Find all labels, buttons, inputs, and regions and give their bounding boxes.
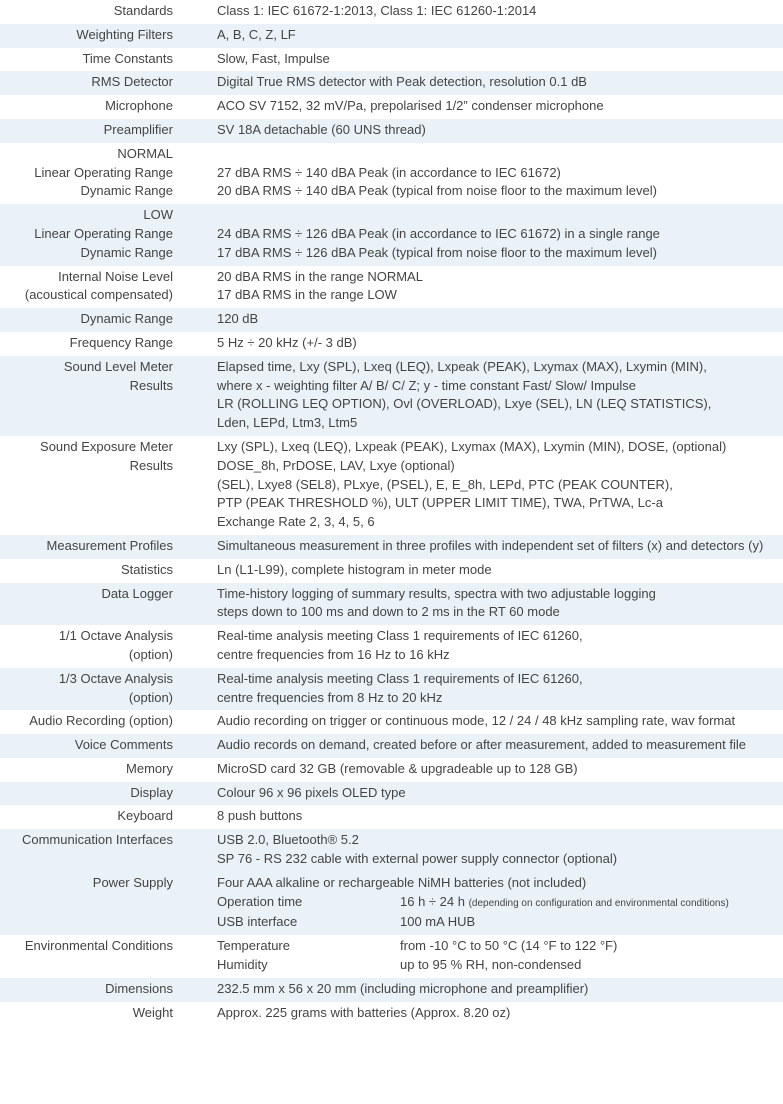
spec-label-line: Voice Comments [74, 737, 173, 753]
spec-value-line: Time-history logging of summary results, spectra with two adjustable logging [217, 585, 656, 601]
spec-label-line: Power Supply [92, 874, 173, 890]
spec-label-line: Measurement Profiles [46, 537, 173, 553]
spec-value [217, 831, 783, 869]
spec-value [217, 712, 783, 731]
spec-value-line: Simultaneous measurement in three profiles with independent set of filters (x) and detectors (y) [217, 537, 764, 553]
spec-row [0, 308, 783, 332]
spec-label-line: Statistics [120, 561, 173, 577]
usb-interface-key: USB interface [217, 914, 298, 930]
spec-label-line: Communication Interfaces [21, 832, 173, 848]
spec-value-line: 20 dBA RMS ÷ 140 dBA Peak (typical from noise floor to the maximum level) [217, 183, 657, 199]
spec-value-line: centre frequencies from 16 Hz to 16 kHz [217, 646, 450, 662]
spec-value [217, 310, 783, 329]
spec-label [0, 784, 173, 803]
spec-value-line: (SEL), Lxye8 (SEL8), PLxye, (PSEL), E, E_8h, LEPd, PTC (PEAK COUNTER), [217, 476, 673, 492]
spec-value [217, 937, 783, 975]
spec-row-environmental [0, 935, 783, 978]
spec-label [0, 874, 173, 932]
spec-label [0, 310, 173, 329]
spec-value-line: Colour 96 x 96 pixels OLED type [217, 784, 406, 800]
operation-time-value [400, 893, 729, 914]
spec-row [0, 535, 783, 559]
spec-row [0, 119, 783, 143]
spec-value [217, 268, 783, 306]
spec-value [217, 561, 783, 580]
spec-label-line: Linear Operating Range [34, 164, 173, 180]
spec-row [0, 668, 783, 711]
spec-value [217, 145, 783, 201]
spec-label-line: Display [130, 784, 173, 800]
spec-label [0, 334, 173, 353]
spec-value-line: 20 dBA RMS in the range NORMAL [217, 268, 423, 284]
spec-label [0, 2, 173, 21]
spec-value [217, 73, 783, 92]
spec-label-line: LOW [143, 207, 173, 223]
spec-value-line: Approx. 225 grams with batteries (Approx. 8.20 oz) [217, 1004, 511, 1020]
spec-value [217, 1004, 783, 1023]
spec-label-line: (acoustical compensated) [24, 287, 173, 303]
spec-value-line: Real-time analysis meeting Class 1 requirements of IEC 61260, [217, 670, 583, 686]
spec-value [217, 585, 783, 623]
spec-value-line: centre frequencies from 8 Hz to 20 kHz [217, 689, 443, 705]
spec-value [217, 438, 783, 532]
spec-value-line: LR (ROLLING LEQ OPTION), Ovl (OVERLOAD), Lxye (SEL), LN (LEQ STATISTICS), [217, 396, 712, 412]
spec-value-line: where x - weighting filter A/ B/ C/ Z; y - time constant Fast/ Slow/ Impulse [217, 377, 637, 393]
spec-row [0, 356, 783, 436]
spec-value [217, 358, 783, 433]
spec-value-line: SP 76 - RS 232 cable with external power supply connector (optional) [217, 851, 618, 867]
spec-label [0, 121, 173, 140]
spec-value-line: Slow, Fast, Impulse [217, 50, 330, 66]
spec-row [0, 71, 783, 95]
spec-value-line: Audio records on demand, created before or after measurement, added to measurement file [217, 737, 746, 753]
spec-label-line: Time Constants [82, 50, 173, 66]
spec-row [0, 583, 783, 626]
spec-label [0, 26, 173, 45]
spec-label-line: Internal Noise Level [58, 268, 173, 284]
spec-label-line: Sound Exposure Meter [40, 438, 173, 454]
spec-row [0, 559, 783, 583]
spec-value-line: Class 1: IEC 61672-1:2013, Class 1: IEC 61260-1:2014 [217, 3, 537, 18]
operation-time-note: (depending on configuration and environmental conditions) [468, 897, 729, 909]
spec-rows-tail [0, 978, 783, 1026]
spec-row [0, 625, 783, 668]
spec-row [0, 95, 783, 119]
spec-value [217, 760, 783, 779]
spec-value [217, 97, 783, 116]
spec-value [217, 980, 783, 999]
spec-label [0, 537, 173, 556]
operation-time-range: 16 h ÷ 24 h [400, 893, 465, 909]
spec-value-line: 5 Hz ÷ 20 kHz (+/- 3 dB) [217, 334, 357, 350]
spec-value-line: Elapsed time, Lxy (SPL), Lxeq (LEQ), Lxpeak (PEAK), Lxymax (MAX), Lxymin (MIN), [217, 358, 707, 374]
spec-value [217, 121, 783, 140]
spec-label [0, 268, 173, 306]
spec-label [0, 831, 173, 869]
spec-value [217, 26, 783, 45]
spec-label-line: Linear Operating Range [34, 225, 173, 241]
spec-label [0, 50, 173, 69]
spec-label-line: Dynamic Range [80, 311, 173, 327]
spec-label-line: Memory [126, 760, 173, 776]
spec-label [0, 97, 173, 116]
spec-row [0, 0, 783, 24]
usb-interface-pair [217, 913, 783, 932]
spec-label-line: 1/1 Octave Analysis [58, 628, 173, 644]
usb-interface-value: 100 mA HUB [400, 914, 476, 930]
spec-row [0, 758, 783, 782]
spec-value [217, 334, 783, 353]
spec-label [0, 980, 173, 999]
spec-value-line: 27 dBA RMS ÷ 140 dBA Peak (in accordance to IEC 61672) [217, 164, 561, 180]
spec-row [0, 266, 783, 309]
spec-label-line: 1/3 Octave Analysis [58, 670, 173, 686]
spec-row [0, 332, 783, 356]
spec-label [0, 585, 173, 623]
spec-value [217, 627, 783, 665]
spec-row [0, 978, 783, 1002]
spec-value-line: 17 dBA RMS ÷ 126 dBA Peak (typical from noise floor to the maximum level) [217, 244, 657, 260]
spec-label [0, 807, 173, 826]
spec-label-line: Results [129, 377, 173, 393]
spec-label-line: Frequency Range [69, 334, 173, 350]
spec-label-line: Preamplifier [103, 121, 173, 137]
operation-time-key: Operation time [217, 893, 303, 909]
spec-row [0, 436, 783, 535]
spec-value-line: A, B, C, Z, LF [217, 26, 296, 42]
temperature-key: Temperature [217, 938, 290, 954]
spec-label [0, 438, 173, 532]
spec-label-line: Dynamic Range [80, 183, 173, 199]
spec-value-line [217, 145, 783, 164]
spec-value-line: steps down to 100 ms and down to 2 ms in the RT 60 mode [217, 604, 560, 620]
spec-label-line: Data Logger [101, 585, 173, 601]
spec-label-line: Dimensions [105, 980, 173, 996]
spec-label-line: Weighting Filters [76, 26, 173, 42]
spec-value-line [217, 206, 783, 225]
spec-label [0, 73, 173, 92]
spec-value-line: Lxy (SPL), Lxeq (LEQ), Lxpeak (PEAK), Lxymax (MAX), Lxymin (MIN), DOSE, (optional) [217, 438, 727, 454]
spec-label [0, 145, 173, 201]
spec-value [217, 736, 783, 755]
spec-label-line: Audio Recording (option) [29, 713, 173, 729]
spec-value [217, 537, 783, 556]
spec-value-line: Digital True RMS detector with Peak detection, resolution 0.1 dB [217, 74, 587, 90]
spec-value-line: Ln (L1-L99), complete histogram in meter mode [217, 561, 492, 577]
spec-value [217, 807, 783, 826]
spec-label [0, 760, 173, 779]
spec-row [0, 24, 783, 48]
humidity-key: Humidity [217, 957, 268, 973]
spec-label [0, 670, 173, 708]
spec-row [0, 48, 783, 72]
spec-value-line: MicroSD card 32 GB (removable & upgradeable up to 128 GB) [217, 760, 578, 776]
spec-value-line: DOSE_8h, PrDOSE, LAV, Lxye (optional) [217, 457, 455, 473]
spec-label-line: Environmental Conditions [24, 938, 173, 954]
temperature-pair [217, 937, 783, 956]
spec-value-line: Four AAA alkaline or rechargeable NiMH batteries (not included) [217, 874, 587, 890]
spec-value-line: Exchange Rate 2, 3, 4, 5, 6 [217, 514, 375, 530]
spec-value-line: USB 2.0, Bluetooth® 5.2 [217, 832, 359, 848]
spec-value-line: 8 push buttons [217, 808, 303, 824]
spec-value-line: 17 dBA RMS in the range LOW [217, 287, 397, 303]
spec-label [0, 206, 173, 262]
spec-value-line: Real-time analysis meeting Class 1 requirements of IEC 61260, [217, 628, 583, 644]
spec-label [0, 1004, 173, 1023]
spec-label [0, 937, 173, 975]
spec-row [0, 143, 783, 204]
spec-label-line: RMS Detector [91, 74, 173, 90]
spec-value [217, 670, 783, 708]
spec-value-line: 120 dB [217, 311, 259, 327]
operation-time-pair [217, 893, 783, 914]
spec-value-line: 232.5 mm x 56 x 20 mm (including microphone and preamplifier) [217, 980, 589, 996]
spec-row [0, 829, 783, 872]
spec-label-line: Standards [113, 3, 173, 18]
spec-value [217, 784, 783, 803]
spec-label-line: Keyboard [117, 808, 173, 824]
spec-value-line: Lden, LEPd, Ltm3, Ltm5 [217, 415, 358, 431]
humidity-pair [217, 956, 783, 975]
spec-value-line: 24 dBA RMS ÷ 126 dBA Peak (in accordance to IEC 61672) in a single range [217, 225, 660, 241]
spec-value [217, 2, 783, 21]
spec-value-line: SV 18A detachable (60 UNS thread) [217, 121, 426, 137]
spec-label-line: Dynamic Range [80, 244, 173, 260]
spec-value-line: ACO SV 7152, 32 mV/Pa, prepolarised 1/2” condenser microphone [217, 98, 604, 114]
spec-row [0, 710, 783, 734]
spec-label [0, 736, 173, 755]
spec-label-line: (option) [128, 689, 173, 705]
spec-value-line: Audio recording on trigger or continuous mode, 12 / 24 / 48 kHz sampling rate, wav format [217, 713, 736, 729]
temperature-value: from -10 °C to 50 °C (14 °F to 122 °F) [400, 938, 618, 954]
spec-row [0, 805, 783, 829]
spec-label [0, 712, 173, 731]
spec-row [0, 204, 783, 265]
spec-label [0, 358, 173, 433]
spec-label-line: NORMAL [117, 145, 173, 161]
spec-label-line: Microphone [105, 98, 173, 114]
spec-label-line: (option) [128, 646, 173, 662]
spec-label-line: Sound Level Meter [63, 358, 173, 374]
spec-row [0, 782, 783, 806]
spec-label-line: Results [129, 457, 173, 473]
spec-value-line: PTP (PEAK THRESHOLD %), ULT (UPPER LIMIT TIME), TWA, PrTWA, Lc-a [217, 495, 663, 511]
humidity-value: up to 95 % RH, non-condensed [400, 957, 582, 973]
spec-row-power-supply [0, 872, 783, 935]
spec-value [217, 50, 783, 69]
spec-value [217, 206, 783, 262]
spec-label-line: Weight [132, 1004, 173, 1020]
spec-label [0, 627, 173, 665]
spec-value [217, 874, 783, 932]
spec-label [0, 561, 173, 580]
spec-row [0, 734, 783, 758]
spec-row [0, 1002, 783, 1026]
